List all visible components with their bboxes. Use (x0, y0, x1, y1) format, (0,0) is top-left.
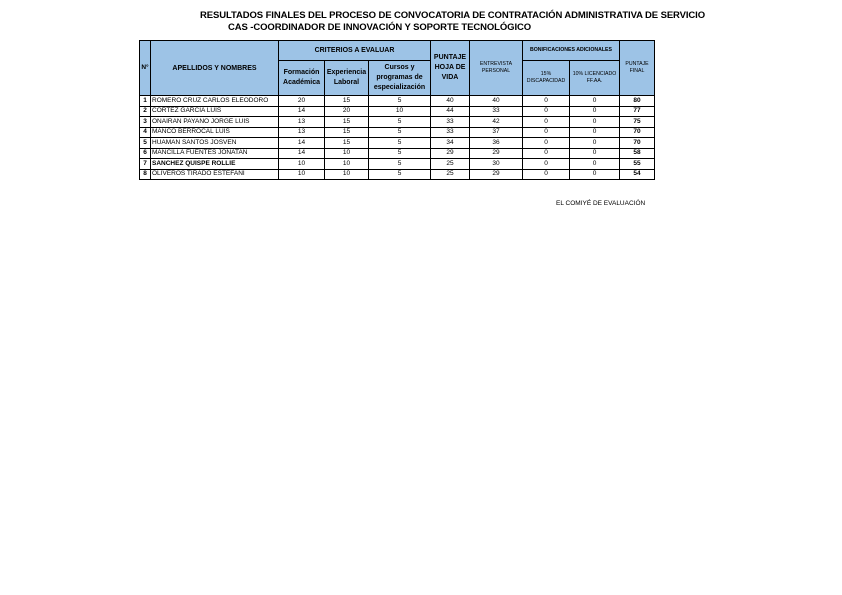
table-row (140, 96, 655, 107)
row-licenciado: 0 (570, 117, 620, 128)
row-number: 8 (140, 169, 151, 180)
header-formacion: Formación Académica (279, 61, 325, 96)
results-table (139, 40, 655, 180)
header-names: APELLIDOS Y NOMBRES (151, 41, 279, 96)
row-formacion: 14 (279, 106, 325, 117)
table-row (140, 117, 655, 128)
row-discapacidad: 0 (523, 127, 570, 138)
row-number: 6 (140, 148, 151, 159)
row-name: HUAMAN SANTOS JOSVEN (151, 138, 279, 149)
row-puntaje-final: 58 (620, 148, 655, 159)
row-number: 5 (140, 138, 151, 149)
row-formacion: 14 (279, 148, 325, 159)
row-entrevista: 37 (470, 127, 523, 138)
row-name: CORTEZ GARCIA LUIS (151, 106, 279, 117)
row-experiencia: 15 (325, 96, 369, 107)
row-cursos: 5 (369, 138, 431, 149)
committee-signature: EL COMIYÉ DE EVALUACIÓN (556, 200, 646, 207)
row-licenciado: 0 (570, 148, 620, 159)
row-formacion: 13 (279, 127, 325, 138)
header-bonificaciones: BONIFICACIONES ADICIONALES (523, 41, 620, 61)
table-row (140, 106, 655, 117)
table-row (140, 169, 655, 180)
row-licenciado: 0 (570, 96, 620, 107)
row-puntaje-hoja: 33 (431, 127, 470, 138)
row-entrevista: 33 (470, 106, 523, 117)
header-cursos: Cursos y programas de especialización (369, 61, 431, 96)
row-entrevista: 30 (470, 159, 523, 170)
row-licenciado: 0 (570, 169, 620, 180)
row-puntaje-hoja: 29 (431, 148, 470, 159)
row-puntaje-hoja: 40 (431, 96, 470, 107)
header-puntaje-final: PUNTAJE FINAL (620, 41, 655, 96)
row-formacion: 10 (279, 159, 325, 170)
row-discapacidad: 0 (523, 169, 570, 180)
row-name: MANCILLA FUENTES JONATAN (151, 148, 279, 159)
row-puntaje-hoja: 25 (431, 159, 470, 170)
table-row (140, 148, 655, 159)
header-entrevista: ENTREVISTA PERSONAL (470, 41, 523, 96)
row-entrevista: 36 (470, 138, 523, 149)
header-licenciado: 10% LICENCIADO FF.AA. (570, 61, 620, 96)
table-row (140, 138, 655, 149)
row-licenciado: 0 (570, 138, 620, 149)
row-puntaje-hoja: 44 (431, 106, 470, 117)
row-cursos: 5 (369, 127, 431, 138)
row-name: SANCHEZ QUISPE ROLLIE (151, 159, 279, 170)
row-licenciado: 0 (570, 127, 620, 138)
header-number: N° (140, 41, 151, 96)
row-entrevista: 29 (470, 169, 523, 180)
header-puntaje-hoja: PUNTAJE HOJA DE VIDA (431, 41, 470, 96)
row-number: 4 (140, 127, 151, 138)
row-number: 2 (140, 106, 151, 117)
row-experiencia: 10 (325, 169, 369, 180)
row-cursos: 5 (369, 159, 431, 170)
row-puntaje-final: 54 (620, 169, 655, 180)
document-title-line-1: RESULTADOS FINALES DEL PROCESO DE CONVOCATORIA DE CONTRATACIÓN ADMINISTRATIVA DE SERVICIO (200, 10, 706, 21)
row-entrevista: 29 (470, 148, 523, 159)
header-discapacidad: 15% DISCAPACIDAD (523, 61, 570, 96)
row-formacion: 20 (279, 96, 325, 107)
row-discapacidad: 0 (523, 106, 570, 117)
row-licenciado: 0 (570, 159, 620, 170)
row-formacion: 10 (279, 169, 325, 180)
row-puntaje-hoja: 25 (431, 169, 470, 180)
row-discapacidad: 0 (523, 159, 570, 170)
table-row (140, 159, 655, 170)
row-experiencia: 15 (325, 127, 369, 138)
row-cursos: 5 (369, 96, 431, 107)
row-number: 7 (140, 159, 151, 170)
row-formacion: 14 (279, 138, 325, 149)
table-row (140, 127, 655, 138)
row-number: 1 (140, 96, 151, 107)
row-puntaje-hoja: 34 (431, 138, 470, 149)
row-entrevista: 42 (470, 117, 523, 128)
row-name: ONAIRAN PAYANO JORGE LUIS (151, 117, 279, 128)
row-discapacidad: 0 (523, 148, 570, 159)
row-name: ROMERO CRUZ CARLOS ELEODORO (151, 96, 279, 107)
row-cursos: 5 (369, 169, 431, 180)
row-puntaje-final: 70 (620, 127, 655, 138)
row-puntaje-hoja: 33 (431, 117, 470, 128)
row-experiencia: 10 (325, 148, 369, 159)
row-puntaje-final: 55 (620, 159, 655, 170)
row-licenciado: 0 (570, 106, 620, 117)
header-experiencia: Experiencia Laboral (325, 61, 369, 96)
row-entrevista: 40 (470, 96, 523, 107)
row-experiencia: 20 (325, 106, 369, 117)
row-cursos: 10 (369, 106, 431, 117)
row-discapacidad: 0 (523, 96, 570, 107)
row-number: 3 (140, 117, 151, 128)
row-formacion: 13 (279, 117, 325, 128)
row-discapacidad: 0 (523, 117, 570, 128)
header-criteria: CRITERIOS A EVALUAR (279, 41, 431, 61)
row-puntaje-final: 75 (620, 117, 655, 128)
row-puntaje-final: 70 (620, 138, 655, 149)
row-puntaje-final: 80 (620, 96, 655, 107)
row-experiencia: 15 (325, 138, 369, 149)
document-title-line-2: CAS -COORDINADOR DE INNOVACIÓN Y SOPORTE TECNOLÓGICO (228, 22, 532, 33)
row-name: OLIVEROS TIRADO ESTEFANI (151, 169, 279, 180)
row-experiencia: 10 (325, 159, 369, 170)
row-experiencia: 15 (325, 117, 369, 128)
row-name: MANCO BERROCAL LUIS (151, 127, 279, 138)
row-cursos: 5 (369, 148, 431, 159)
row-cursos: 5 (369, 117, 431, 128)
row-discapacidad: 0 (523, 138, 570, 149)
row-puntaje-final: 77 (620, 106, 655, 117)
